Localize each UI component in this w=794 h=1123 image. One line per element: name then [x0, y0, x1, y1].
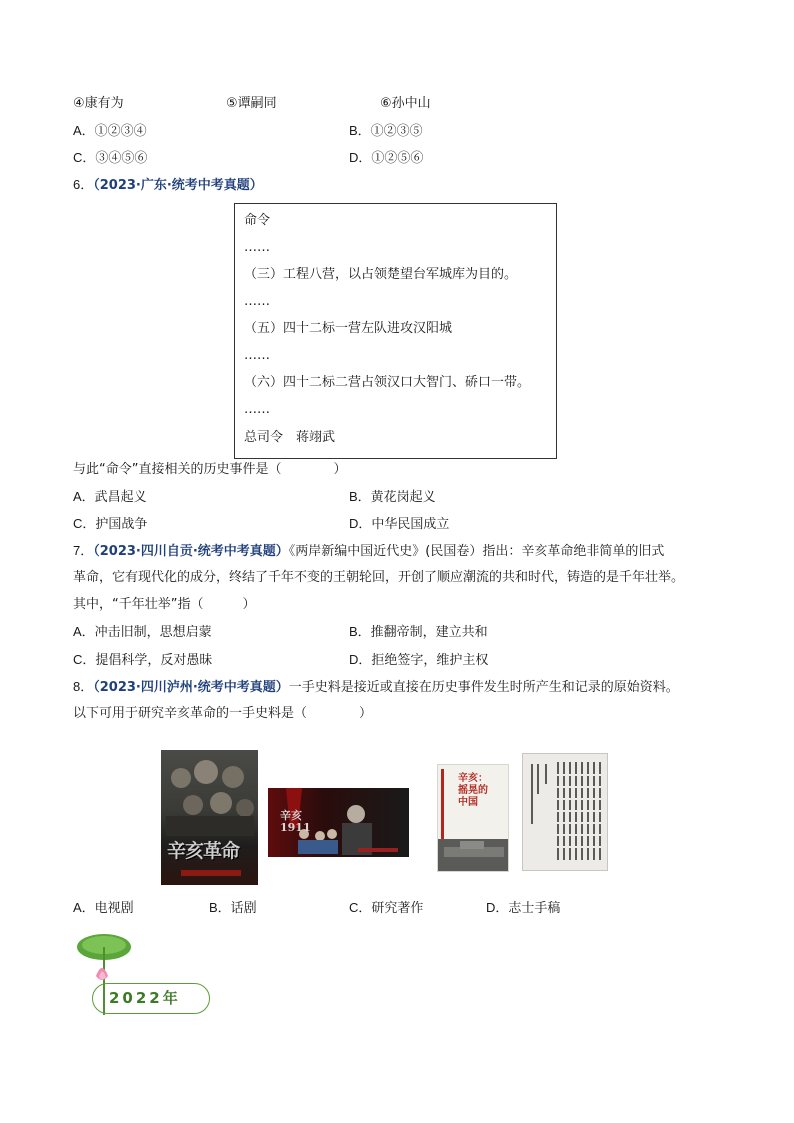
q5-option-6: ⑥孙中山: [380, 96, 431, 111]
q7-stem-1: 《两岸新编中国近代史》(民国卷）指出：辛亥革命绝非简单的旧式: [288, 544, 665, 559]
q8-number: 8．: [73, 679, 94, 694]
q7-stem-2: 革命，它有现代化的成分，终结了千年不变的王朝轮回，开创了顺应潮流的共和时代，铸造的是千年壮举。: [73, 570, 685, 585]
q7-line-1: [73, 542, 664, 561]
q7-number: 7．: [73, 543, 94, 558]
q6-choice-b: B．黄花岗起义: [349, 489, 436, 504]
command-signature: 总司令 蒋翊武: [244, 430, 336, 445]
command-ellipsis-4: ……: [244, 402, 270, 417]
q5-option-5: ⑤谭嗣同: [226, 96, 277, 111]
q7-choice-c: C．提倡科学，反对愚昧: [73, 652, 213, 667]
command-ellipsis-1: ……: [244, 240, 270, 255]
q5-choice-a: A．①②③④: [73, 123, 147, 138]
q8-stem-2: 以下可用于研究辛亥革命的一手史料是（ ）: [73, 706, 373, 721]
stage-play-title-text: 辛亥1911: [280, 809, 311, 834]
manuscript-columns-graphic: [523, 754, 608, 871]
tv-drama-poster-image: [161, 750, 258, 885]
q6-choice-d: D．中华民国成立: [349, 516, 450, 531]
command-line-6: （六）四十二标二营占领汉口大智门、硚口一带。: [244, 375, 531, 390]
q6-choice-a: A．武昌起义: [73, 489, 147, 504]
q5-choice-d: D．①②⑤⑥: [349, 150, 424, 165]
q8-choice-b: B．话剧: [209, 900, 257, 915]
stage-play-image: [268, 788, 409, 857]
q7-choice-b: B．推翻帝制，建立共和: [349, 624, 488, 639]
q7-stem-3: 其中，“千年壮举”指（ ）: [73, 597, 256, 612]
q8-stem-1: 一手史料是接近或直接在历史事件发生时所产生和记录的原始资料。: [288, 680, 679, 695]
q6-stem: 与此“命令”直接相关的历史事件是（ ）: [73, 462, 347, 477]
research-book-image: [437, 764, 509, 872]
q6-source: （2023·广东·统考中考真题）: [93, 178, 263, 193]
q8-source: （2023·四川泸州·统考中考真题）: [93, 680, 289, 695]
command-ellipsis-2: ……: [244, 294, 270, 309]
q5-option-4: ④康有为: [73, 96, 124, 111]
q6-header: [73, 176, 263, 195]
command-box: [234, 203, 557, 459]
q6-number: 6．: [73, 177, 94, 192]
poster-title-text: 辛亥革命: [167, 840, 240, 862]
q8-choice-a: A．电视剧: [73, 900, 134, 915]
section-year-badge: 2022年: [92, 983, 210, 1014]
book-title-text: 辛亥：摇晃的中国: [458, 773, 488, 808]
q5-choice-c: C．③④⑤⑥: [73, 150, 148, 165]
command-title: 命令: [244, 213, 271, 228]
q8-choice-c: C．研究著作: [349, 900, 424, 915]
q7-source: （2023·四川自贡·统考中考真题）: [93, 544, 289, 559]
command-ellipsis-3: ……: [244, 348, 270, 363]
manuscript-image: [522, 753, 608, 871]
q6-choice-c: C．护国战争: [73, 516, 148, 531]
poster-figures-graphic: [161, 750, 258, 885]
q5-choice-b: B．①②③⑤: [349, 123, 423, 138]
command-line-3: （三）工程八营，以占领楚望台军城库为目的。: [244, 267, 518, 282]
q8-choice-d: D．志士手稿: [486, 900, 561, 915]
q8-line-1: [73, 678, 679, 697]
q7-choice-a: A．冲击旧制，思想启蒙: [73, 624, 212, 639]
q7-choice-d: D．拒绝签字，维护主权: [349, 652, 489, 667]
command-line-5: （五）四十二标一营左队进攻汉阳城: [244, 321, 453, 336]
